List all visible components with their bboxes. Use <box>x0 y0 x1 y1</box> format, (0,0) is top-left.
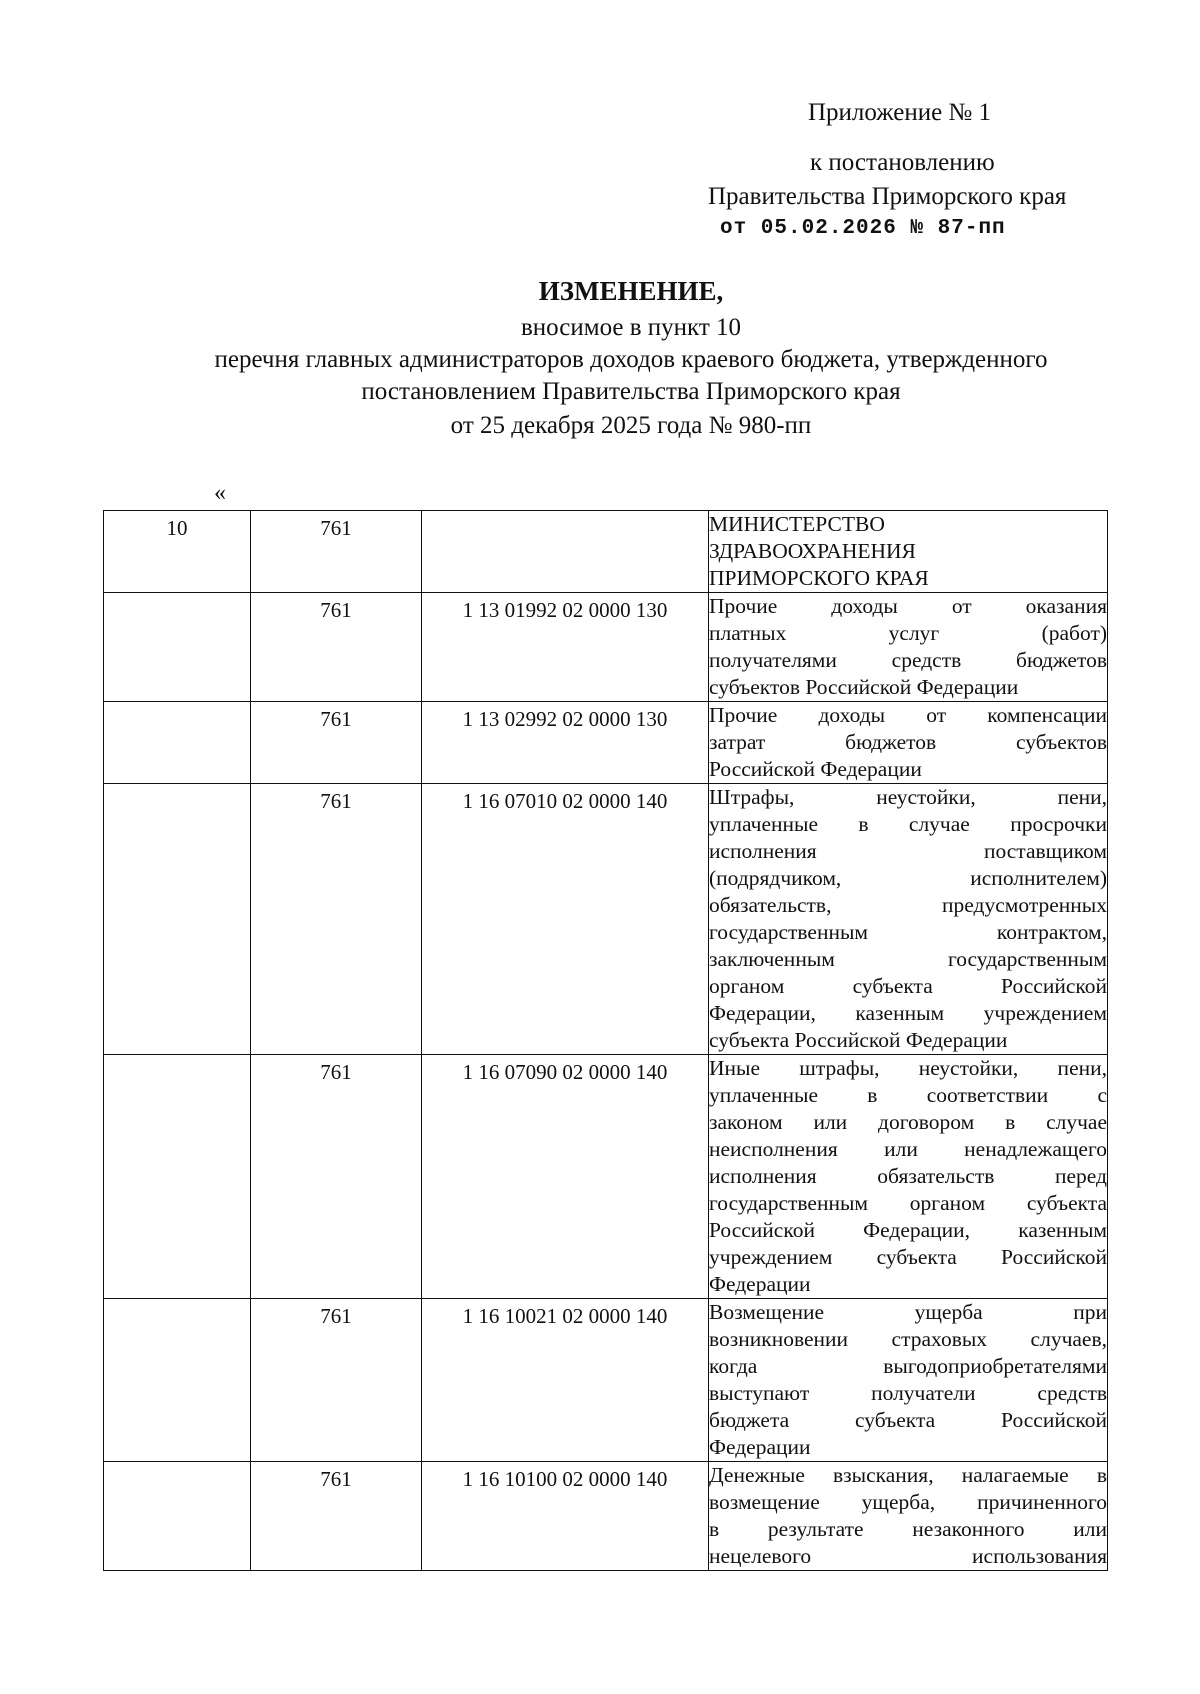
cell-item-number <box>104 702 251 784</box>
table-row <box>104 1462 1108 1571</box>
table-body <box>104 511 1108 1571</box>
annex-government: Правительства Приморского края <box>708 183 1067 210</box>
revenue-name-line: платных услуг (работ) <box>709 621 1107 645</box>
annex-to: к постановлению <box>810 149 995 176</box>
revenue-name-line: ЗДРАВООХРАНЕНИЯ <box>709 539 916 563</box>
revenue-name-line: затрат бюджетов субъектов <box>709 730 1107 754</box>
revenue-name-line: Прочие доходы от компенсации <box>709 703 1107 727</box>
cell-revenue-name <box>709 702 1108 784</box>
cell-administrator-code: 761 <box>251 1299 422 1462</box>
heading-line-2: перечня главных администраторов доходов краевого бюджета, утвержденного <box>214 346 1048 373</box>
revenue-name-line: Федерации <box>709 1272 811 1296</box>
revenue-name-line: исполнения поставщиком <box>709 839 1107 863</box>
revenue-name-line: Возмещение ущерба при <box>709 1300 1107 1324</box>
revenue-name-line: законом или договором в случае <box>709 1110 1107 1134</box>
cell-revenue-name <box>709 1462 1108 1571</box>
cell-item-number: 10 <box>104 511 251 593</box>
cell-budget-classification-code: 1 13 02992 02 0000 130 <box>422 702 709 784</box>
revenue-name-line: Федерации, казенным учреждением <box>709 1001 1107 1025</box>
revenue-name-line: неисполнения или ненадлежащего <box>709 1137 1107 1161</box>
cell-revenue-name <box>709 593 1108 702</box>
cell-budget-classification-code <box>422 511 709 593</box>
cell-item-number <box>104 1462 251 1571</box>
annex-title: Приложение № 1 <box>808 99 992 126</box>
table-row <box>104 1299 1108 1462</box>
revenue-name-line: заключенным государственным <box>709 947 1107 971</box>
cell-administrator-code: 761 <box>251 702 422 784</box>
heading-line-3: постановлением Правительства Приморского края <box>361 378 901 405</box>
revenue-name-line: Российской Федерации <box>709 757 922 781</box>
heading-title: ИЗМЕНЕНИЕ, <box>538 276 724 306</box>
cell-budget-classification-code: 1 16 10100 02 0000 140 <box>422 1462 709 1571</box>
cell-budget-classification-code: 1 16 10021 02 0000 140 <box>422 1299 709 1462</box>
table-row <box>104 593 1108 702</box>
revenue-name-line: уплаченные в случае просрочки <box>709 812 1107 836</box>
table-row <box>104 784 1108 1055</box>
cell-budget-classification-code: 1 13 01992 02 0000 130 <box>422 593 709 702</box>
revenue-name-line: выступают получатели средств <box>709 1381 1107 1405</box>
revenue-name-line: ПРИМОРСКОГО КРАЯ <box>709 566 929 590</box>
annex-number: от 05.02.2026 № 87-пп <box>720 217 1006 240</box>
heading-line-4: от 25 декабря 2025 года № 980-пп <box>450 412 812 439</box>
revenue-name-line: субъектов Российской Федерации <box>709 675 1019 699</box>
cell-revenue-name <box>709 511 1108 593</box>
cell-budget-classification-code: 1 16 07010 02 0000 140 <box>422 784 709 1055</box>
opening-quote: « <box>214 480 226 506</box>
revenue-name-line: субъекта Российской Федерации <box>709 1028 1008 1052</box>
heading-line-1: вносимое в пункт 10 <box>520 314 742 341</box>
revenue-name-line: органом субъекта Российской <box>709 974 1107 998</box>
cell-budget-classification-code: 1 16 07090 02 0000 140 <box>422 1055 709 1299</box>
cell-revenue-name <box>709 784 1108 1055</box>
cell-item-number <box>104 1299 251 1462</box>
cell-revenue-name <box>709 1299 1108 1462</box>
cell-item-number <box>104 1055 251 1299</box>
revenue-name-line: когда выгодоприобретателями <box>709 1354 1107 1378</box>
cell-revenue-name <box>709 1055 1108 1299</box>
revenue-name-line: получателями средств бюджетов <box>709 648 1107 672</box>
cell-administrator-code: 761 <box>251 593 422 702</box>
revenue-name-line: Федерации <box>709 1435 811 1459</box>
revenue-name-line: государственным органом субъекта <box>709 1191 1107 1215</box>
cell-item-number <box>104 784 251 1055</box>
cell-administrator-code: 761 <box>251 511 422 593</box>
revenue-name-line: Российской Федерации, казенным <box>709 1218 1107 1242</box>
revenue-name-line: бюджета субъекта Российской <box>709 1408 1107 1432</box>
revenue-name-line: возникновении страховых случаев, <box>709 1327 1107 1351</box>
table-row <box>104 511 1108 593</box>
cell-administrator-code: 761 <box>251 1462 422 1571</box>
revenue-name-line: МИНИСТЕРСТВО <box>709 512 885 536</box>
revenue-name-line: обязательств, предусмотренных <box>709 893 1107 917</box>
revenue-name-line: государственным контрактом, <box>709 920 1107 944</box>
cell-item-number <box>104 593 251 702</box>
revenue-name-line: исполнения обязательств перед <box>709 1164 1107 1188</box>
revenue-name-line: уплаченные в соответствии с <box>709 1083 1107 1107</box>
revenue-administrators-table <box>103 510 1108 1571</box>
revenue-name-line: учреждением субъекта Российской <box>709 1245 1107 1269</box>
revenue-name-line: (подрядчиком, исполнителем) <box>709 866 1107 890</box>
revenue-name-line: в результате незаконного или <box>709 1517 1107 1541</box>
revenue-name-line: Штрафы, неустойки, пени, <box>709 785 1107 809</box>
table-row <box>104 1055 1108 1299</box>
revenue-name-line: нецелевого использования <box>709 1544 1107 1568</box>
cell-administrator-code: 761 <box>251 784 422 1055</box>
revenue-name-line: Денежные взыскания, налагаемые в <box>709 1463 1107 1487</box>
revenue-name-line: возмещение ущерба, причиненного <box>709 1490 1107 1514</box>
cell-administrator-code: 761 <box>251 1055 422 1299</box>
revenue-name-line: Иные штрафы, неустойки, пени, <box>709 1056 1107 1080</box>
table-row <box>104 702 1108 784</box>
revenue-name-line: Прочие доходы от оказания <box>709 594 1107 618</box>
